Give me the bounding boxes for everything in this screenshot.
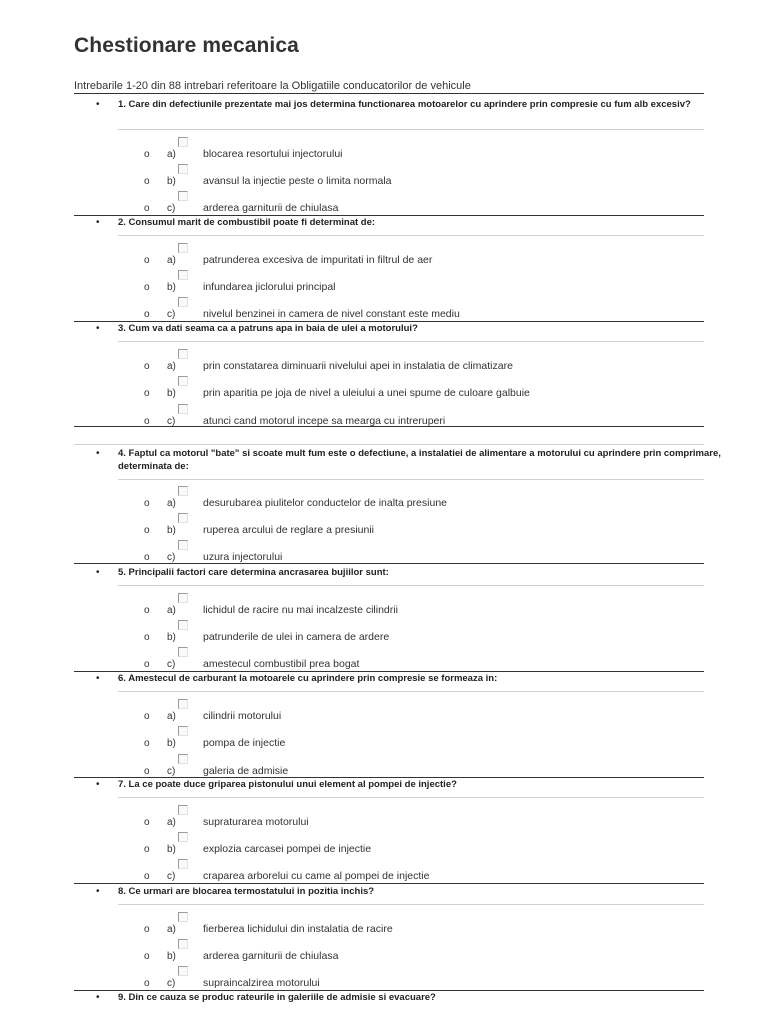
question-bullet: • — [96, 99, 100, 110]
option-marker: o — [144, 282, 150, 293]
option-letter: a) — [167, 711, 176, 722]
question-text: 4. Faptul ca motorul "bate" si scoate mult fum este o defectiune, a instalatiei de alimentare a motorului cu aprindere prin comprimare, determinata de: — [118, 448, 721, 472]
option-marker: o — [144, 605, 150, 616]
option-text: supraincalzirea motorului — [203, 977, 320, 989]
page-title: Chestionare mecanica — [74, 34, 299, 57]
option-text: supraturarea motorului — [203, 816, 309, 828]
page-break-thin-rule — [74, 444, 704, 445]
option-marker: o — [144, 388, 150, 399]
option-text: fierberea lichidului din instalatia de racire — [203, 923, 393, 935]
question-divider — [118, 235, 704, 236]
answer-checkbox[interactable] — [178, 297, 188, 307]
answer-checkbox[interactable] — [178, 593, 188, 603]
option-letter: b) — [167, 738, 176, 749]
option-letter: b) — [167, 632, 176, 643]
question-bullet: • — [96, 217, 100, 228]
question-text: 5. Principalii factori care determina ancrasarea bujiilor sunt: — [118, 567, 389, 578]
question-separator — [74, 215, 704, 216]
option-letter: c) — [167, 978, 176, 989]
option-text: patrunderea excesiva de impuritati in filtrul de aer — [203, 254, 433, 266]
answer-checkbox[interactable] — [178, 486, 188, 496]
option-text: galeria de admisie — [203, 765, 289, 777]
option-text: desurubarea piulitelor conductelor de inalta presiune — [203, 497, 447, 509]
question-bullet: • — [96, 779, 100, 790]
question-separator — [74, 777, 704, 778]
option-letter: c) — [167, 552, 176, 563]
answer-checkbox[interactable] — [178, 859, 188, 869]
question-separator — [74, 321, 704, 322]
answer-checkbox[interactable] — [178, 620, 188, 630]
option-text: lichidul de racire nu mai incalzeste cilindrii — [203, 604, 398, 616]
option-marker: o — [144, 255, 150, 266]
option-text: uzura injectorului — [203, 551, 283, 563]
question-divider — [118, 797, 704, 798]
question-text: 8. Ce urmari are blocarea termostatului in pozitia inchis? — [118, 886, 375, 897]
option-letter: b) — [167, 388, 176, 399]
option-letter: b) — [167, 282, 176, 293]
page-subtitle: Intrebarile 1-20 din 88 intrebari referitoare la Obligatiile conducatorilor de vehicule — [74, 80, 471, 92]
answer-checkbox[interactable] — [178, 912, 188, 922]
option-text: amestecul combustibil prea bogat — [203, 658, 360, 670]
page-break-rule — [74, 426, 704, 427]
option-marker: o — [144, 361, 150, 372]
option-marker: o — [144, 203, 150, 214]
option-text: infundarea jiclorului principal — [203, 281, 336, 293]
answer-checkbox[interactable] — [178, 191, 188, 201]
option-marker: o — [144, 844, 150, 855]
question-bullet: • — [96, 567, 100, 578]
answer-checkbox[interactable] — [178, 832, 188, 842]
option-text: prin aparitia pe joja de nivel a uleiului a unei spume de culoare galbuie — [203, 387, 530, 399]
question-divider — [118, 129, 704, 130]
option-letter: c) — [167, 203, 176, 214]
option-text: explozia carcasei pompei de injectie — [203, 843, 372, 855]
option-marker: o — [144, 149, 150, 160]
answer-checkbox[interactable] — [178, 805, 188, 815]
answer-checkbox[interactable] — [178, 939, 188, 949]
option-marker: o — [144, 552, 150, 563]
option-letter: a) — [167, 255, 176, 266]
option-text: ruperea arcului de reglare a presiunii — [203, 524, 375, 536]
option-text: atunci cand motorul incepe sa mearga cu intreruperi — [203, 415, 446, 427]
header-divider — [74, 93, 704, 94]
option-marker: o — [144, 951, 150, 962]
option-letter: c) — [167, 871, 176, 882]
option-marker: o — [144, 978, 150, 989]
answer-checkbox[interactable] — [178, 243, 188, 253]
option-letter: a) — [167, 605, 176, 616]
option-letter: b) — [167, 844, 176, 855]
option-marker: o — [144, 176, 150, 187]
option-letter: c) — [167, 309, 176, 320]
option-marker: o — [144, 924, 150, 935]
option-text: arderea garniturii de chiulasa — [203, 202, 339, 214]
answer-checkbox[interactable] — [178, 404, 188, 414]
question-bullet: • — [96, 323, 100, 334]
option-marker: o — [144, 817, 150, 828]
question-text: 9. Din ce cauza se produc rateurile in galeriile de admisie si evacuare? — [118, 992, 436, 1003]
option-text: blocarea resortului injectorului — [203, 148, 343, 160]
question-divider — [118, 341, 704, 342]
answer-checkbox[interactable] — [178, 376, 188, 386]
question-separator — [74, 990, 704, 991]
option-letter: c) — [167, 416, 176, 427]
option-letter: b) — [167, 176, 176, 187]
question-divider — [118, 691, 704, 692]
question-bullet: • — [96, 992, 100, 1003]
question-separator — [74, 883, 704, 884]
option-letter: b) — [167, 951, 176, 962]
option-text: avansul la injectie peste o limita normala — [203, 175, 392, 187]
option-marker: o — [144, 711, 150, 722]
answer-checkbox[interactable] — [178, 726, 188, 736]
question-text: 7. La ce poate duce griparea pistonului unui element al pompei de injectie? — [118, 779, 457, 790]
option-letter: a) — [167, 924, 176, 935]
option-marker: o — [144, 525, 150, 536]
question-text: 1. Care din defectiunile prezentate mai jos determina functionarea motoarelor cu aprindere prin compresie cu fum alb excesiv? — [118, 99, 691, 110]
option-text: craparea arborelui cu came al pompei de injectie — [203, 870, 430, 882]
answer-checkbox[interactable] — [178, 647, 188, 657]
answer-checkbox[interactable] — [178, 754, 188, 764]
answer-checkbox[interactable] — [178, 349, 188, 359]
option-letter: a) — [167, 361, 176, 372]
question-text: 2. Consumul marit de combustibil poate fi determinat de: — [118, 217, 376, 228]
option-text: arderea garniturii de chiulasa — [203, 950, 339, 962]
question-text: 6. Amestecul de carburant la motoarele cu aprindere prin compresie se formeaza in: — [118, 673, 498, 684]
option-marker: o — [144, 416, 150, 427]
option-marker: o — [144, 498, 150, 509]
question-separator — [74, 671, 704, 672]
option-letter: c) — [167, 659, 176, 670]
question-bullet: • — [96, 448, 100, 459]
answer-checkbox[interactable] — [178, 699, 188, 709]
option-letter: c) — [167, 766, 176, 777]
option-letter: a) — [167, 149, 176, 160]
option-marker: o — [144, 309, 150, 320]
answer-checkbox[interactable] — [178, 966, 188, 976]
question-divider — [118, 585, 704, 586]
option-letter: a) — [167, 817, 176, 828]
option-text: nivelul benzinei in camera de nivel constant este mediu — [203, 308, 460, 320]
answer-checkbox[interactable] — [178, 270, 188, 280]
option-text: pompa de injectie — [203, 737, 286, 749]
question-text: 3. Cum va dati seama ca a patruns apa in baia de ulei a motorului? — [118, 323, 418, 334]
answer-checkbox[interactable] — [178, 513, 188, 523]
answer-checkbox[interactable] — [178, 137, 188, 147]
question-separator — [74, 563, 704, 564]
answer-checkbox[interactable] — [178, 540, 188, 550]
option-marker: o — [144, 871, 150, 882]
question-bullet: • — [96, 673, 100, 684]
answer-checkbox[interactable] — [178, 164, 188, 174]
option-marker: o — [144, 632, 150, 643]
option-text: cilindrii motorului — [203, 710, 282, 722]
option-text: prin constatarea diminuarii nivelului apei in instalatia de climatizare — [203, 360, 513, 372]
option-letter: b) — [167, 525, 176, 536]
question-divider — [118, 904, 704, 905]
option-letter: a) — [167, 498, 176, 509]
option-text: patrunderile de ulei in camera de ardere — [203, 631, 390, 643]
question-divider — [118, 479, 704, 480]
question-bullet: • — [96, 886, 100, 897]
option-marker: o — [144, 659, 150, 670]
option-marker: o — [144, 766, 150, 777]
option-marker: o — [144, 738, 150, 749]
